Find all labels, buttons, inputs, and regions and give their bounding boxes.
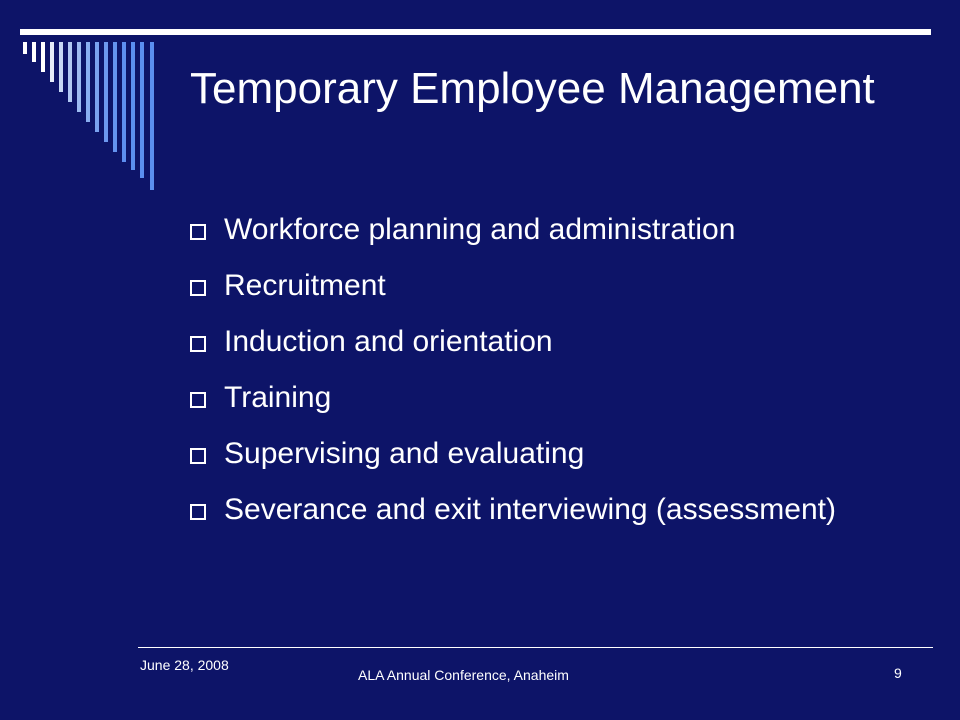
decorative-bar <box>77 42 81 112</box>
decorative-bar <box>59 42 63 92</box>
bullet-text: Training <box>224 381 332 414</box>
decorative-bar <box>113 42 117 152</box>
bullet-item <box>188 212 908 248</box>
decorative-bar <box>50 42 54 82</box>
bullet-list <box>188 212 908 548</box>
bullet-text: Induction and orientation <box>224 325 553 358</box>
decorative-bar <box>23 42 27 54</box>
hollow-square-bullet-icon <box>190 504 206 520</box>
top-decorative-rule <box>20 29 931 35</box>
decorative-bar <box>104 42 108 142</box>
decorative-bar <box>32 42 36 62</box>
decorative-bar <box>41 42 45 72</box>
bullet-item <box>188 492 908 528</box>
decorative-bar <box>140 42 144 178</box>
decorative-bar <box>150 42 154 190</box>
bullet-item <box>188 380 908 416</box>
bullet-text: Workforce planning and administration <box>224 213 736 246</box>
footer-date: June 28, 2008 <box>140 657 229 673</box>
bullet-item <box>188 436 908 472</box>
decorative-bar <box>86 42 90 122</box>
bullet-item <box>188 324 908 360</box>
hollow-square-bullet-icon <box>190 392 206 408</box>
decorative-bar <box>122 42 126 162</box>
hollow-square-bullet-icon <box>190 336 206 352</box>
hollow-square-bullet-icon <box>190 280 206 296</box>
hollow-square-bullet-icon <box>190 448 206 464</box>
hollow-square-bullet-icon <box>190 224 206 240</box>
bullet-text: Supervising and evaluating <box>224 437 585 470</box>
slide-title: Temporary Employee Management <box>190 64 875 113</box>
decorative-bar <box>131 42 135 170</box>
decorative-bar <box>68 42 72 102</box>
bullet-item <box>188 268 908 304</box>
footer-conference-name: ALA Annual Conference, Anaheim <box>358 667 569 683</box>
bullet-text: Severance and exit interviewing (assessment) <box>224 493 836 526</box>
bullet-text: Recruitment <box>224 269 386 302</box>
slide-number: 9 <box>894 665 902 681</box>
footer-rule <box>138 647 933 648</box>
decorative-bar <box>95 42 99 132</box>
